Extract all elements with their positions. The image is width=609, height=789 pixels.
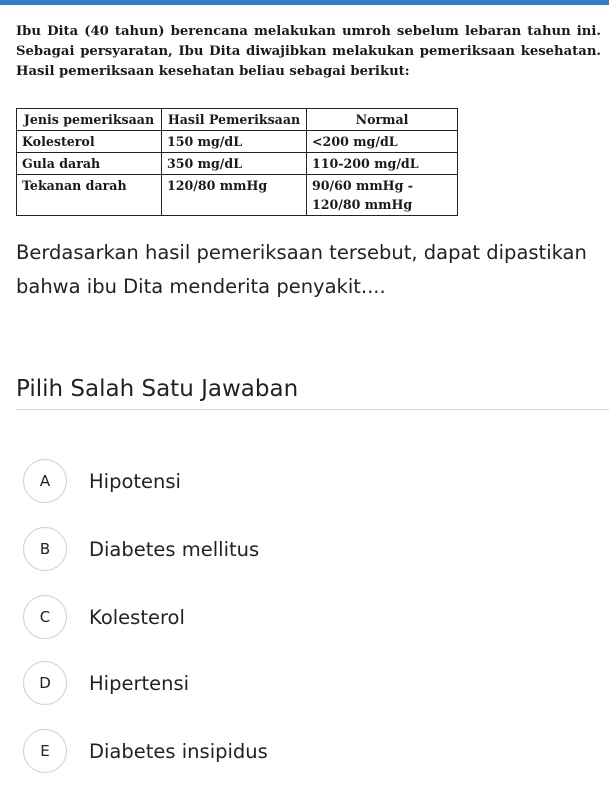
header-hasil: Hasil Pemeriksaan xyxy=(162,109,307,131)
scenario-text: Ibu Dita (40 tahun) berencana melakukan umroh sebelum lebaran tahun ini. Sebagai persyaratan, Ibu Dita diwajibkan melakukan pemeriksaan kesehatan. Hasil pemeriksaan kesehatan beliau sebagai berikut: xyxy=(16,24,601,79)
header-normal: Normal xyxy=(307,109,458,131)
option-letter-badge[interactable]: C xyxy=(23,595,67,639)
option-label[interactable]: Diabetes mellitus xyxy=(89,537,260,561)
question-scenario xyxy=(16,22,601,82)
lab-results-table xyxy=(16,108,458,216)
question-prompt: Berdasarkan hasil pemeriksaan tersebut, dapat dipastikan bahwa ibu Dita menderita penyakit.... xyxy=(16,241,587,298)
top-accent-bar xyxy=(0,0,609,5)
option-label[interactable]: Kolesterol xyxy=(89,605,185,629)
table-cell: <200 mg/dL xyxy=(307,131,458,153)
option-label[interactable]: Hipertensi xyxy=(89,671,190,695)
answer-option-d[interactable] xyxy=(23,660,583,706)
option-label[interactable]: Hipotensi xyxy=(89,469,181,493)
header-jenis: Jenis pemeriksaan xyxy=(17,109,162,131)
answer-option-e[interactable] xyxy=(23,728,583,774)
table-cell: Gula darah xyxy=(17,153,162,175)
section-divider xyxy=(16,409,609,410)
option-letter-badge[interactable]: E xyxy=(23,729,67,773)
option-letter-badge[interactable]: D xyxy=(23,661,67,705)
table-cell: Kolesterol xyxy=(17,131,162,153)
table-cell: 120/80 mmHg xyxy=(162,175,307,216)
section-title: Pilih Salah Satu Jawaban xyxy=(16,376,299,402)
option-label[interactable]: Diabetes insipidus xyxy=(89,739,268,763)
table-cell: 150 mg/dL xyxy=(162,131,307,153)
table-cell: 110-200 mg/dL xyxy=(307,153,458,175)
table-header-row xyxy=(17,109,458,131)
table-cell: 350 mg/dL xyxy=(162,153,307,175)
option-letter-badge[interactable]: A xyxy=(23,459,67,503)
table-row xyxy=(17,153,458,175)
option-letter-badge[interactable]: B xyxy=(23,527,67,571)
answer-option-b[interactable] xyxy=(23,526,583,572)
table-cell: Tekanan darah xyxy=(17,175,162,216)
table-cell: 90/60 mmHg - 120/80 mmHg xyxy=(307,175,458,216)
table-row xyxy=(17,175,458,216)
answer-option-c[interactable] xyxy=(23,594,583,640)
table-row xyxy=(17,131,458,153)
answer-option-a[interactable] xyxy=(23,458,583,504)
